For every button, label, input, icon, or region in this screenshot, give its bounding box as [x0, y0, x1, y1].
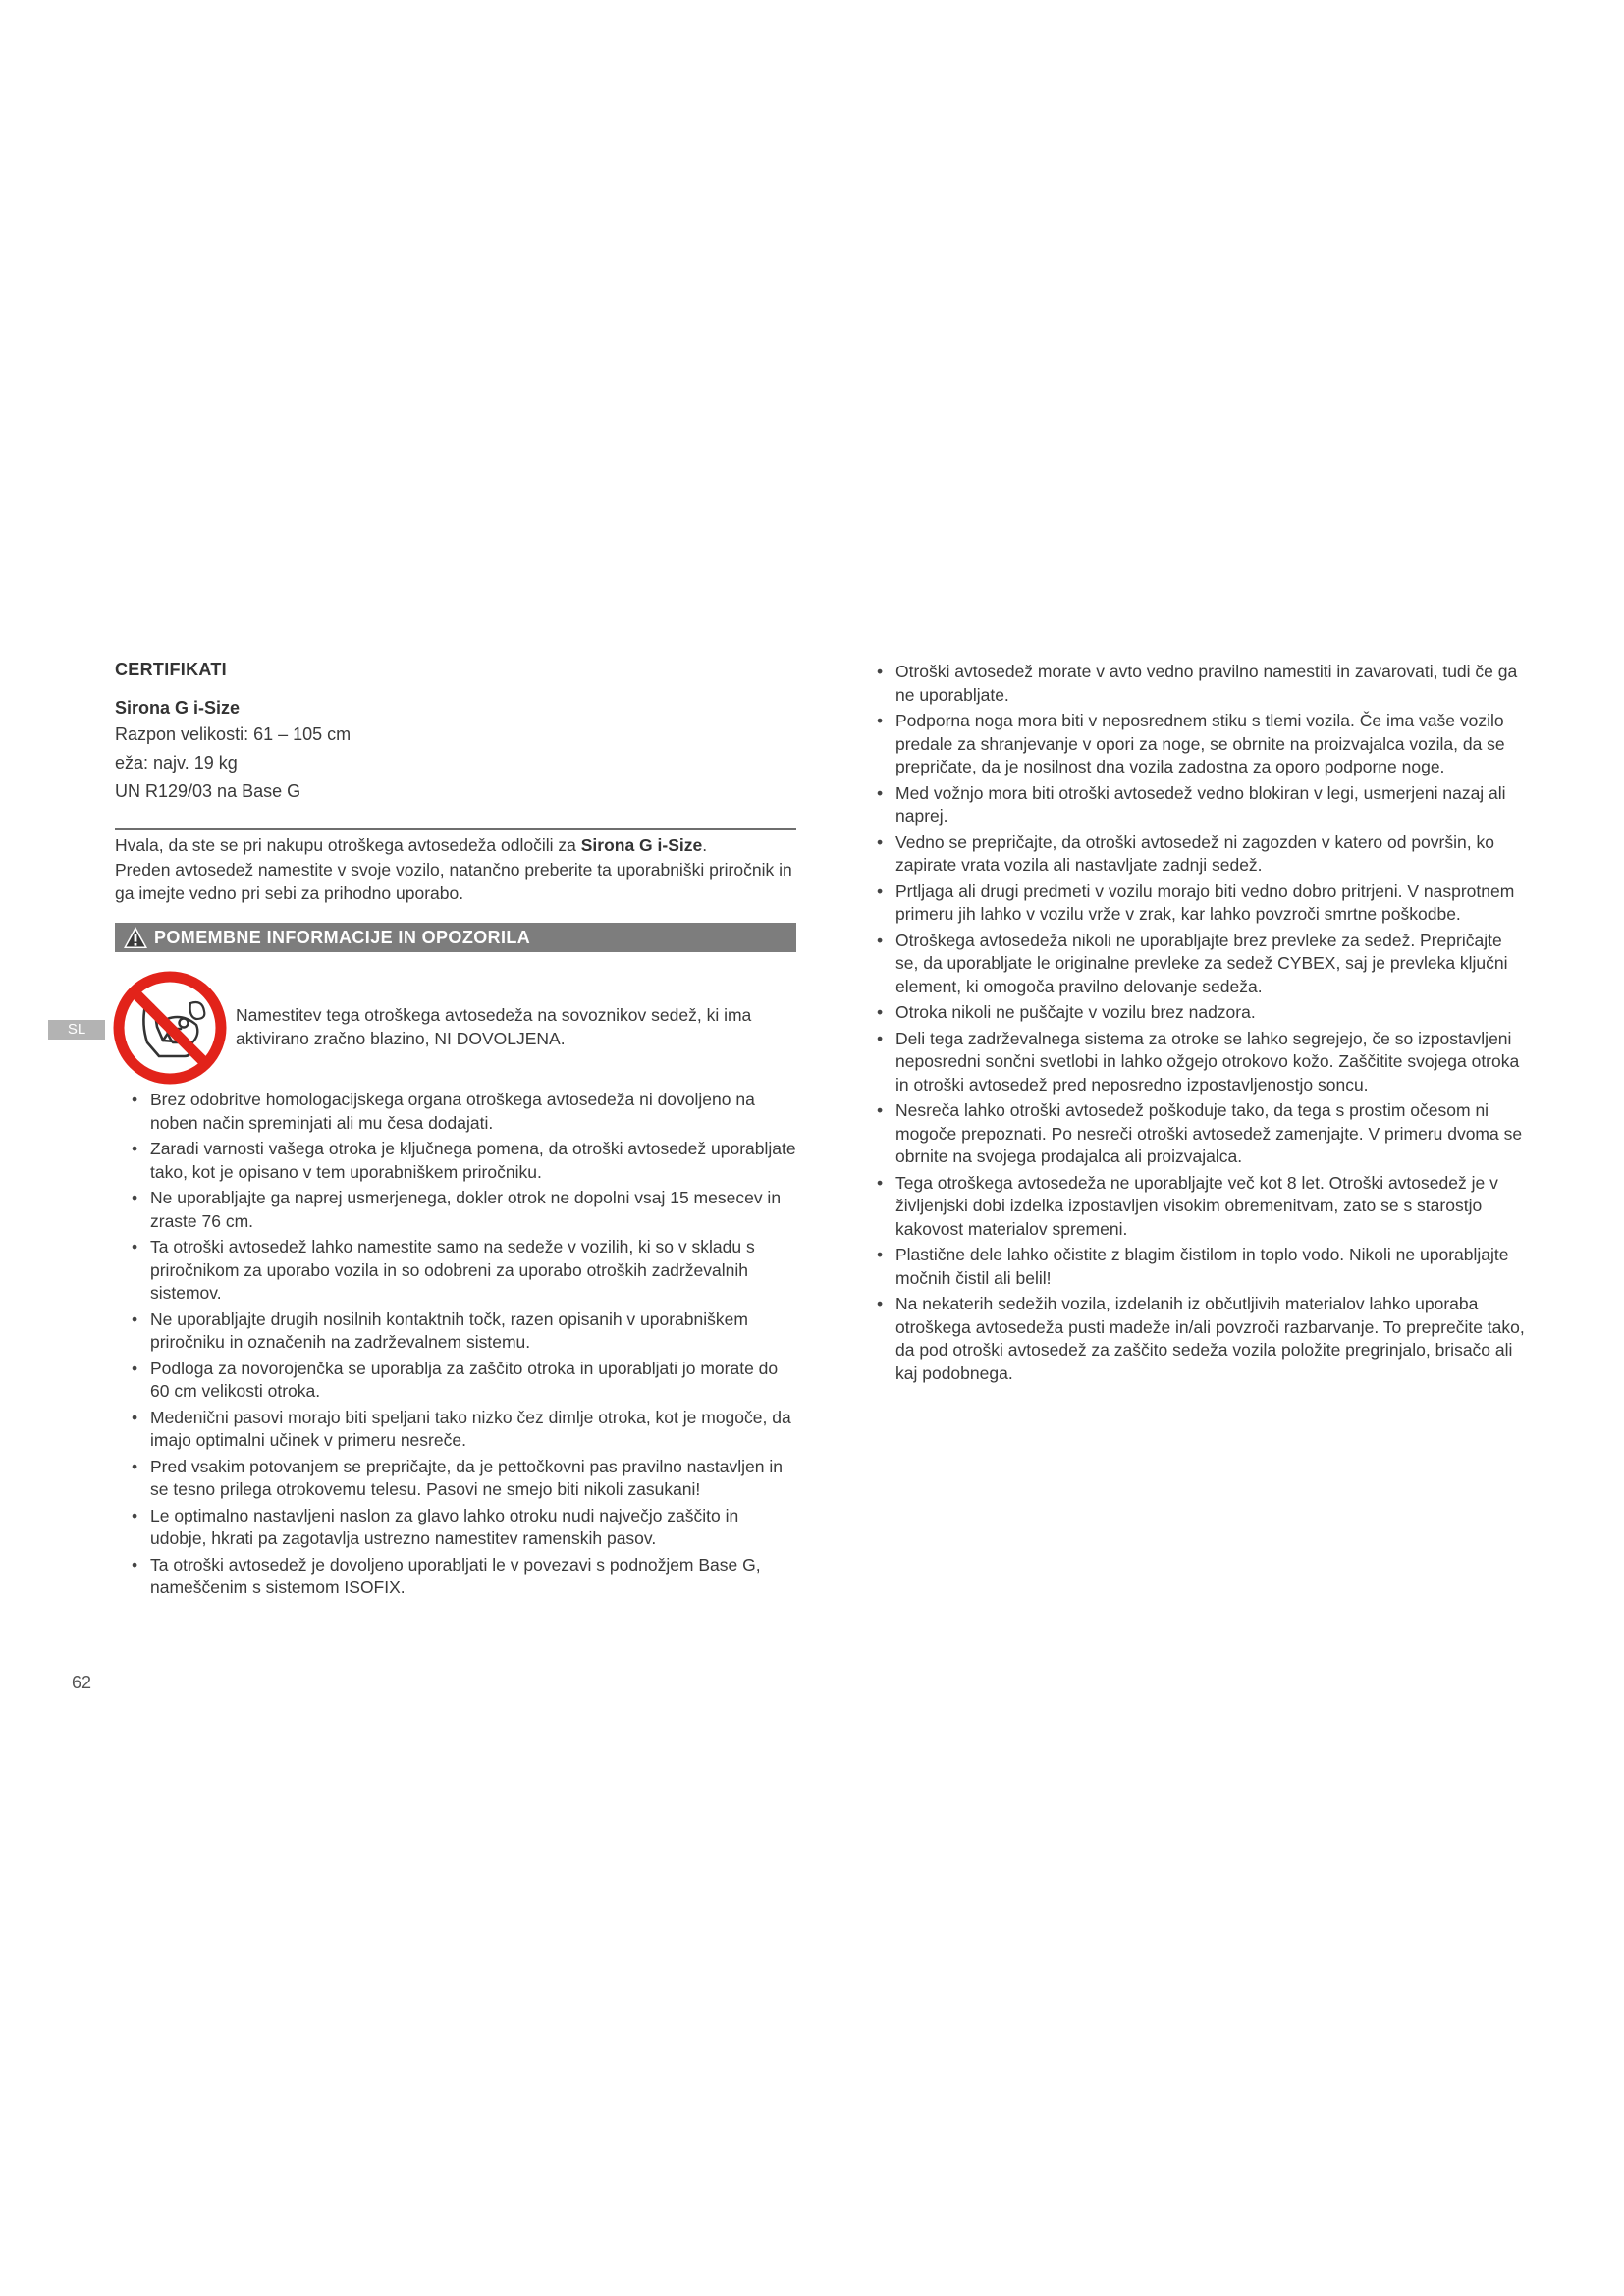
- warning-title: POMEMBNE INFORMACIJE IN OPOZORILA: [154, 928, 531, 947]
- list-item: • Prtljaga ali drugi predmeti v vozilu morajo biti vedno dobro pritrjeni. V nasprotnem primeru jih lahko v vozilu vrže v zrak, kar lahko povzroči smrtne poškodbe.: [877, 881, 1525, 927]
- list-item: • Ta otroški avtosedež lahko namestite samo na sedeže v vozilih, ki so v skladu s priročnikom za uporabo vozila in so odobreni za uporabo otroških zadrževalnih sistemov.: [132, 1236, 799, 1306]
- list-item: • Plastične dele lahko očistite z blagim čistilom in toplo vodo. Nikoli ne uporabljajte močnih čistil ali belil!: [877, 1244, 1525, 1290]
- weight-limit: eža: najv. 19 kg: [115, 753, 238, 773]
- list-item: • Otroka nikoli ne puščajte v vozilu brez nadzora.: [877, 1001, 1525, 1025]
- list-item: • Na nekaterih sedežih vozila, izdelanih iz občutljivih materialov lahko uporaba otroškega avtosedeža pusti madeže in/ali povzroči razbarvanje. To preprečite tako, da pod otroški avtosedež za zaščito sedeža vozila položite pregrinjalo, brisačo ali kaj podobnega.: [877, 1293, 1525, 1385]
- airbag-prohibition-text: Namestitev tega otroškega avtosedeža na sovoznikov sedež, ki ima aktivirano zračno blazino, NI DOVOLJENA.: [236, 1005, 752, 1048]
- intro-product-name: Sirona G i-Size: [580, 835, 703, 855]
- page-number: 62: [72, 1673, 92, 1692]
- intro-thanks: [115, 834, 796, 858]
- language-tab: SL: [48, 1020, 105, 1040]
- certificates-heading: CERTIFIKATI: [115, 660, 227, 679]
- warning-triangle-icon: [123, 926, 148, 949]
- list-item: • Pred vsakim potovanjem se prepričajte, da je pettočkovni pas pravilno nastavljen in se tesno prilega otrokovemu telesu. Pasovi ne smejo biti nikoli zasukani!: [132, 1456, 799, 1502]
- list-item: • Zaradi varnosti vašega otroka je ključnega pomena, da otroški avtosedež uporabljate tako, kot je opisano v tem uporabniškem priročniku.: [132, 1138, 799, 1184]
- intro-instructions: Preden avtosedež namestite v svoje vozilo, natančno preberite ta uporabniški priročnik in ga imejte vedno pri sebi za prihodno uporabo.: [115, 860, 792, 903]
- no-airbag-seat-icon: [112, 970, 228, 1086]
- right-safety-list: [877, 661, 1525, 1385]
- list-item: • Podporna noga mora biti v neposrednem stiku s tlemi vozila. Če ima vaše vozilo predale za shranjevanje v opori za noge, se obrnite na proizvajalca vozila, da se prepričate, da je nosilnost dna vozila zadostna za oporo podporne noge.: [877, 710, 1525, 779]
- list-item: • Medenični pasovi morajo biti speljani tako nizko čez dimlje otroka, kot je mogoče, da imajo optimalni učinek v primeru nesreče.: [132, 1407, 799, 1453]
- left-safety-list: [132, 1089, 799, 1603]
- certificates-block: [115, 660, 796, 806]
- regulation: UN R129/03 na Base G: [115, 781, 301, 801]
- product-name: Sirona G i-Size: [115, 698, 241, 718]
- list-item: • Ne uporabljajte drugih nosilnih kontaktnih točk, razen opisanih v uporabniškem priročniku in označenih na zadrževalnem sistemu.: [132, 1308, 799, 1355]
- list-item: • Tega otroškega avtosedeža ne uporabljajte več kot 8 let. Otroški avtosedež je v življenjski dobi izdelka izpostavljen visokim obremenitvam, zato se s starostjo kakovost materialov spremeni.: [877, 1172, 1525, 1242]
- list-item: • Vedno se prepričajte, da otroški avtosedež ni zagozden v katero od površin, ko zapirate vrata vozila ali nastavljate zadnji sedež.: [877, 831, 1525, 878]
- section-divider: [115, 828, 796, 830]
- list-item: • Le optimalno nastavljeni naslon za glavo lahko otroku nudi največjo zaščito in udobje, hkrati pa zagotavlja ustrezno namestitev ramenskih pasov.: [132, 1505, 799, 1551]
- intro-thanks-suffix: .: [702, 835, 708, 855]
- intro-thanks-prefix: Hvala, da ste se pri nakupu otroškega avtosedeža odločili za: [115, 835, 581, 855]
- list-item: • Otroškega avtosedeža nikoli ne uporabljajte brez prevleke za sedež. Prepričajte se, da uporabljate le originalne prevleke za sedež CYBEX, saj je prevleka ključni element, ki omogoča pravilno delovanje sedeža.: [877, 930, 1525, 999]
- list-item: • Ne uporabljajte ga naprej usmerjenega, dokler otrok ne dopolni vsaj 15 mesecev in zraste 76 cm.: [132, 1187, 799, 1233]
- list-item: • Podloga za novorojenčka se uporablja za zaščito otroka in uporabljati jo morate do 60 cm velikosti otroka.: [132, 1358, 799, 1404]
- list-item: • Nesreča lahko otroški avtosedež poškoduje tako, da tega s prostim očesom ni mogoče prepoznati. Po nesreči otroški avtosedež zamenjajte. V primeru dvoma se obrnite na svojega prodajalca ali proizvajalca.: [877, 1099, 1525, 1169]
- list-item: • Brez odobritve homologacijskega organa otroškega avtosedeža ni dovoljeno na noben način spreminjati ali mu česa dodajati.: [132, 1089, 799, 1135]
- list-item: • Med vožnjo mora biti otroški avtosedež vedno blokiran v legi, usmerjeni nazaj ali naprej.: [877, 782, 1525, 828]
- list-item: • Otroški avtosedež morate v avto vedno pravilno namestiti in zavarovati, tudi če ga ne uporabljate.: [877, 661, 1525, 707]
- warning-banner: [115, 923, 796, 952]
- size-range: Razpon velikosti: 61 – 105 cm: [115, 724, 352, 744]
- list-item: • Ta otroški avtosedež je dovoljeno uporabljati le v povezavi s podnožjem Base G, nameščenim s sistemom ISOFIX.: [132, 1554, 799, 1600]
- right-column: [877, 661, 1525, 1388]
- list-item: • Deli tega zadrževalnega sistema za otroke se lahko segrejejo, če so izpostavljeni neposredni sončni svetlobi in lahko ožgejo otrokovo kožo. Zaščitite svojega otroka in otroški avtosedež pred neposredno izpostavljenostjo soncu.: [877, 1028, 1525, 1097]
